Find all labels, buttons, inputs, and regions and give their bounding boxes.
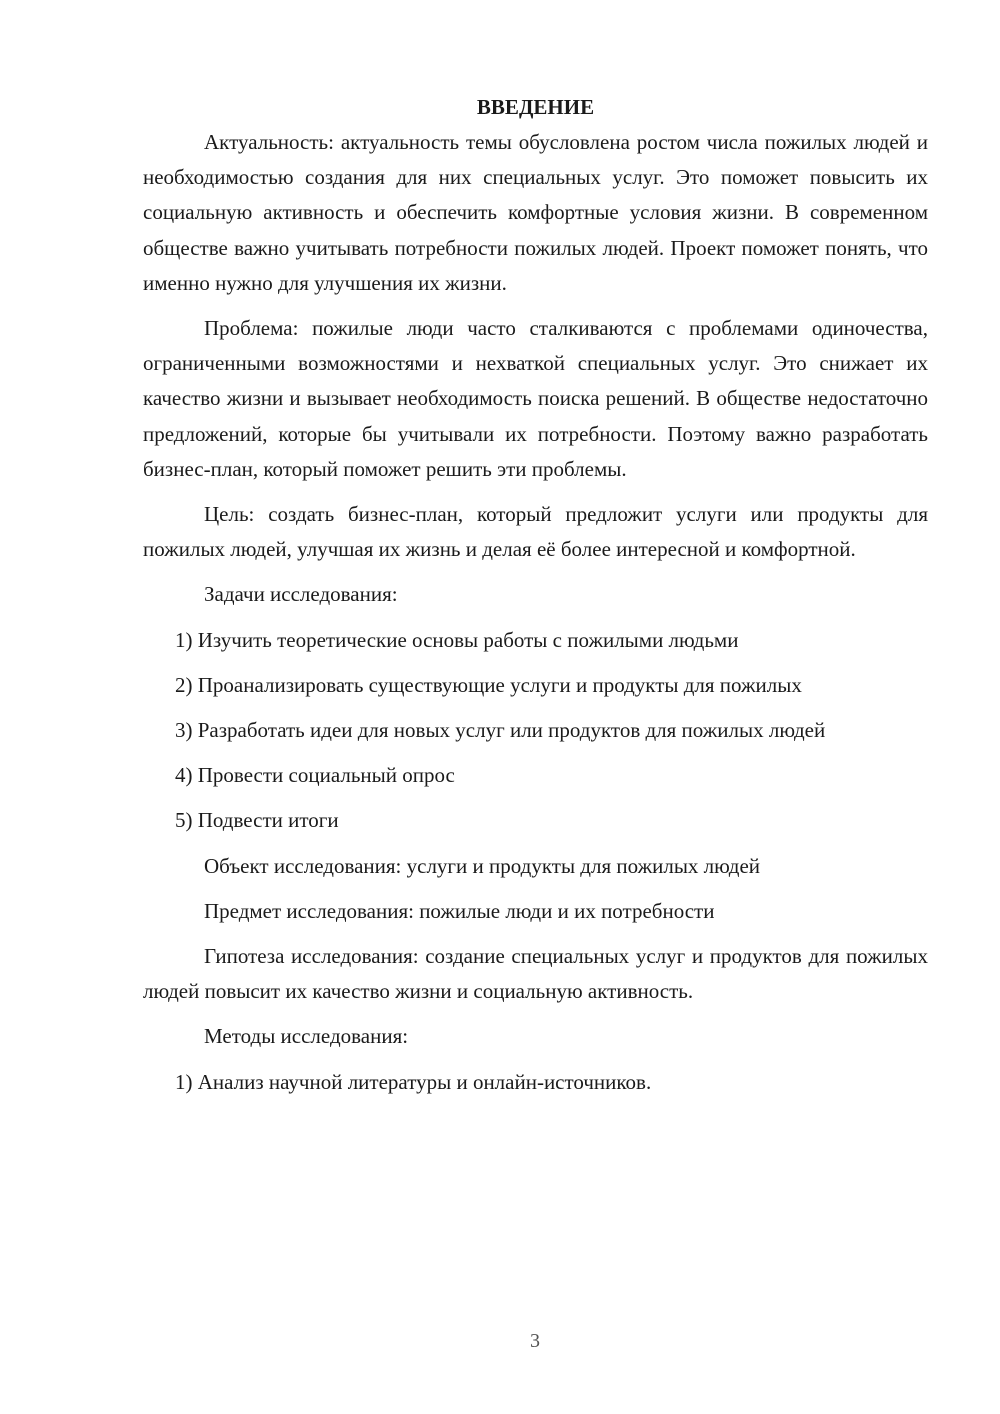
page-title: ВВЕДЕНИЕ: [476, 95, 595, 119]
document-page: [143, 90, 928, 1100]
list-item: 3) Разработать идеи для новых услуг или продуктов для пожилых людей: [175, 718, 826, 743]
goal-paragraph: Цель: создать бизнес-план, который предложит услуги или продукты для пожилых людей, улучшая их жизнь и делая её более интересной и комфортной.: [143, 502, 928, 562]
list-item: 4) Провести социальный опрос: [175, 763, 455, 788]
methods-heading: Методы исследования:: [204, 1024, 409, 1049]
list-item: 5) Подвести итоги: [175, 808, 339, 833]
list-item: 1) Изучить теоретические основы работы с пожилыми людьми: [175, 627, 739, 652]
relevance-paragraph: Актуальность: актуальность темы обусловлена ростом числа пожилых людей и необходимостью создания для них специальных услуг. Это поможет повысить их социальную активность и обеспечить комфортные условия жизни. В современном обществе важно учитывать потребности пожилых людей. Проект поможет понять, что именно нужно для улучшения их жизни.: [143, 130, 928, 295]
object-paragraph: Объект исследования: услуги и продукты для пожилых людей: [204, 853, 761, 878]
hypothesis-paragraph: Гипотеза исследования: создание специальных услуг и продуктов для пожилых людей повысит их качество жизни и социальную активность.: [143, 944, 928, 1004]
subject-paragraph: Предмет исследования: пожилые люди и их потребности: [204, 898, 715, 923]
list-item: 2) Проанализировать существующие услуги и продукты для пожилых: [175, 672, 802, 697]
tasks-heading: Задачи исследования:: [204, 582, 398, 607]
page-number: 3: [530, 1330, 540, 1352]
list-item: 1) Анализ научной литературы и онлайн-источников.: [175, 1069, 652, 1094]
problem-paragraph: Проблема: пожилые люди часто сталкиваются с проблемами одиночества, ограниченными возможностями и нехваткой специальных услуг. Это снижает их качество жизни и вызывает необходимость поиска решений. В обществе недостаточно предложений, которые бы учитывали их потребности. Поэтому важно разработать бизнес-план, который поможет решить эти проблемы.: [143, 316, 928, 481]
